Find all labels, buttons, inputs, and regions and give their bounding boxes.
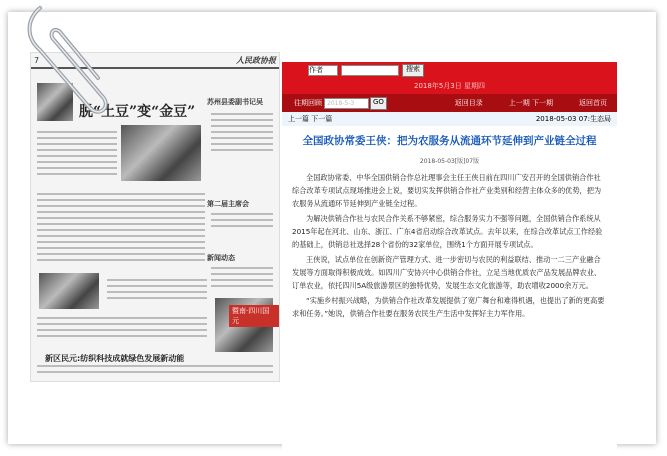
text-line — [37, 217, 205, 219]
text-line — [37, 317, 207, 319]
back-to-contents-link[interactable]: 返回目录 — [454, 99, 483, 107]
text-line — [37, 131, 117, 133]
scan-badge: 暨南·四川国元 — [229, 305, 279, 327]
scan-subhead-3: 新闻动态 — [207, 254, 235, 262]
text-line — [37, 193, 205, 195]
issue-nav-bar — [282, 94, 617, 112]
text-line — [211, 219, 273, 221]
text-line — [107, 279, 207, 281]
text-line — [37, 137, 117, 139]
text-line — [37, 323, 207, 325]
date-input[interactable]: 2018-5-3 — [324, 98, 369, 109]
page-number: 7 — [34, 55, 40, 65]
article-byline: 2018-05-03[版]07版 — [419, 158, 480, 165]
text-line — [37, 335, 207, 337]
text-line — [211, 113, 273, 115]
text-line — [211, 119, 273, 121]
date-banner: 2018年5月3日 星期四 — [282, 78, 617, 94]
search-bar — [282, 62, 617, 78]
text-line — [107, 285, 207, 287]
text-line — [37, 229, 205, 231]
text-line — [211, 225, 273, 227]
text-line — [211, 279, 273, 281]
text-line — [37, 161, 117, 163]
article-paragraph: 为解决供销合作社与农民合作关系不够紧密，综合服务实力不强等问题，全国供销合作系统从2015年起在河北、山东、浙江、广东4省启动综合改革试点。去年以来，在综合改革试点工作经验的基础上，供销总社选择28个省份的32家单位，围绕1个方面开展专项试点。 — [292, 214, 603, 249]
text-line — [37, 371, 273, 373]
text-line — [37, 365, 273, 367]
text-line — [211, 213, 273, 215]
search-input[interactable] — [341, 65, 399, 76]
prev-next-issue-link[interactable]: 上一期 下一期 — [508, 99, 553, 107]
news-photo — [121, 125, 201, 181]
article-title: 全国政协常委王侠：把为农服务从流通环节延伸到产业链全过程 — [302, 135, 597, 147]
go-button[interactable]: GO — [370, 97, 387, 110]
text-line — [211, 267, 273, 269]
article-toolbar — [282, 112, 617, 126]
text-line — [37, 205, 205, 207]
epaper-webpage — [282, 62, 617, 454]
text-line — [211, 273, 273, 275]
text-line — [37, 167, 117, 169]
text-line — [37, 259, 205, 261]
text-line — [37, 149, 117, 151]
text-line — [37, 247, 205, 249]
text-line — [37, 155, 117, 157]
newspaper-name: 人民政协报 — [236, 54, 276, 65]
article-paragraph: 全国政协常委、中华全国供销合作总社理事会主任王侠日前在四川广安召开的全国供销合作社综合改革专项试点现场推进会上说，要切实发挥供销合作社产业类别和经营主体众多的优势，把为农服务从流通环节延伸到产业链全过程。 — [292, 173, 602, 208]
home-link[interactable]: 返回首页 — [579, 99, 607, 107]
text-line — [107, 297, 207, 299]
text-line — [211, 285, 273, 287]
article-paragraph: “实施乡村振兴战略，为供销合作社改革发展提供了宽广舞台和难得机遇，也提出了新的更高要求和任务。”她说，供销合作社要在服务农民生产生活中发挥好主力军作用。 — [292, 296, 605, 318]
prev-next-article-link[interactable]: 上一篇 下一篇 — [288, 115, 333, 123]
text-line — [37, 241, 205, 243]
scan-headline-prefix: 脱 — [79, 104, 93, 120]
text-line — [37, 211, 205, 213]
text-line — [211, 137, 273, 139]
text-line — [37, 253, 205, 255]
scan-subhead-1: 苏州县委副书记吴 — [207, 98, 263, 106]
scan-footline: 新区民元:纺织科技成就绿色发展新动能 — [45, 354, 185, 363]
text-line — [37, 235, 205, 237]
scan-headline-text: “土豆”变“金豆” — [93, 104, 196, 120]
text-line — [211, 125, 273, 127]
news-photo-small — [39, 273, 99, 309]
text-line — [211, 149, 273, 151]
text-line — [211, 143, 273, 145]
text-line — [37, 223, 205, 225]
paperclip-icon — [18, 0, 108, 120]
search-button[interactable]: 搜索 — [402, 64, 424, 77]
article-paragraph: 王侠说，试点单位在创新资产管理方式、进一步密切与农民的利益联结、推动一二三产业融合发展等方面取得积极成效。如四川广安协兴中心供销合作社，立足当地优质农产品发展品牌农业、订单农业，依托四川5A级旅游景区的独特优势，发展生态文化旅游等，助农增收2000余万元。 — [292, 255, 602, 290]
text-line — [37, 173, 117, 175]
text-line — [211, 131, 273, 133]
text-line — [107, 291, 207, 293]
issue-nav-links — [455, 98, 617, 108]
text-line — [37, 143, 117, 145]
search-field-select[interactable]: 作者 — [308, 65, 338, 76]
history-label: 往期回顾 — [294, 99, 322, 107]
text-line — [37, 199, 205, 201]
scan-subhead-2: 第二届主席会 — [207, 200, 249, 208]
text-line — [37, 329, 207, 331]
article-body — [282, 171, 617, 320]
article-timestamp: 2018-05-03 07:生态局 — [535, 115, 611, 123]
